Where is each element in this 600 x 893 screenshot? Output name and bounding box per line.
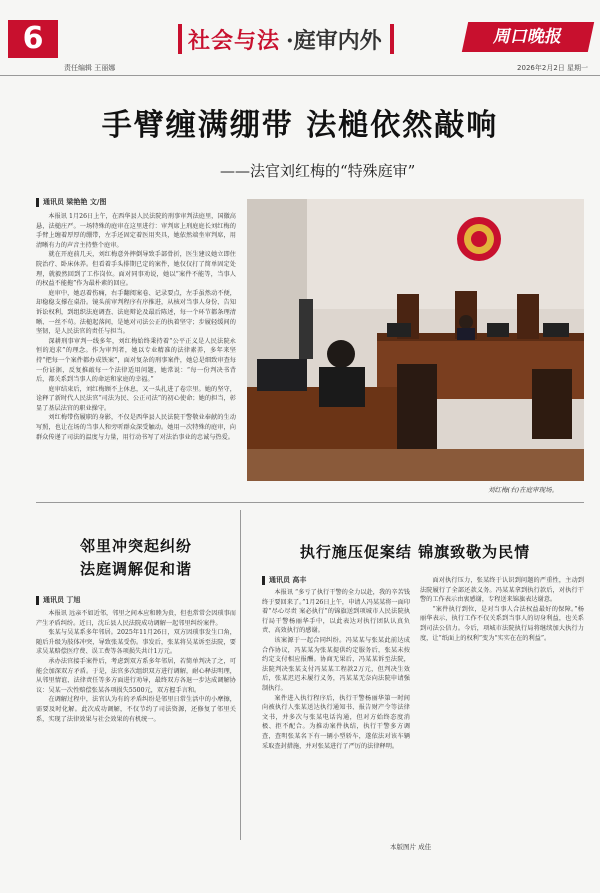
section-bar-left <box>178 24 182 54</box>
lead-paragraph: 本报讯 1月26日上午，在西华县人民法院的刑事审判法庭里，国徽高悬，法槌庄严。一场特殊的庭审在这里进行：审判席上刑庭庭长刘红梅的手臂上缠着厚厚的绷带，左手还固定着医用夹具，她依然端坐审判席，用清晰有力的声音主持整个庭审。 <box>36 213 236 249</box>
story2-paragraph: 承办法官接手案件后，考虑到双方系多年邻居，若简单判决了之，可能会加深双方矛盾。于是，法官多次组织双方进行调解，耐心释法明理，从邻里情谊、法律责任等多方面进行劝导，最终双方各退一步达成调解协议：吴某一次性赔偿张某各项损失5500元，双方握手言和。 <box>36 657 236 694</box>
section-divider <box>36 502 584 503</box>
story2-paragraph: 在调解过程中，法官认为有的矛盾纠纷是邻里日常生活中的小摩擦，需要及时化解。此次成功调解，不仅节约了司法资源，还修复了邻里关系，实现了法律效果与社会效果的有机统一。 <box>36 696 236 723</box>
story3-paragraph: 面对执行压力，张某终于认识到问题的严重性，主动到法院履行了全部还款义务。冯某某拿到执行款后，对执行干警的工作表示由衷感谢，专程送来锦旗表达谢意。 <box>420 577 584 604</box>
masthead <box>0 0 600 62</box>
story3-byline: 通讯员 高丰 <box>262 576 306 585</box>
lead-paragraph: 庭审中，她忍着伤痛，右手翻阅案卷、记录要点，左手虽然动不便，却稳稳支撑在桌沿。镜头前审判程序有序推进，从核对当事人身份、告知诉讼权利，到组织法庭调查、法庭辩论及最后陈述，每一个环节都条理清晰、一丝不苟。法槌起落间，是她对司法公正的执着坚守；步履轻缓间的坚韧，是人民法官的责任与担当。 <box>36 289 236 336</box>
newspaper-logo: 周口晚报 <box>462 22 594 52</box>
section-bar-right <box>390 24 394 54</box>
story3-body-col1 <box>262 588 410 838</box>
story2-title-line2: 法庭调解促和谐 <box>79 560 192 578</box>
editor-credit: 责任编辑 王丽娜 <box>64 64 116 72</box>
lead-paragraph: 庭审结束后，刘红梅顾不上休息，又一头扎进了卷宗里。她的坚守，诠释了新时代人民法官“司法为民、公正司法”的初心使命；她的担当，彰显了基层法官的职业操守。 <box>36 385 236 412</box>
story2-body <box>36 609 236 841</box>
lead-body <box>36 212 236 497</box>
story3-paragraph: 案件进入执行程序后，执行干警杨丽华第一时间向被执行人张某送达执行通知书、报告财产令等法律文书，并多次与张某电话沟通，但对方始终态度消极、拒不配合。为推动案件执结，执行干警多方调查，查明张某名下有一辆小型轿车，遂依法对该车辆采取查封措施，并对张某进行了严厉的法律释明。 <box>262 694 410 750</box>
story2-paragraph: 本报讯 远亲不如近邻，邻里之间本应和睦为贵，但也常常会因琐事而产生矛盾纠纷。近日，沈丘县人民法院成功调解一起邻里纠纷案件。 <box>36 610 236 627</box>
section-header <box>178 22 394 56</box>
section-title: 社会与法 <box>188 27 281 54</box>
story3-paragraph: 本报讯 “多亏了执行干警的全力以赴，我的辛苦钱终于要回来了。”1月26日上午，申请人冯某某将一面印着“尽心尽责 案必执行”的锦旗送到项城市人民法院执行局干警杨丽华手中，以此表达对执行团队认真负责、高效执行的感谢。 <box>262 589 410 635</box>
lead-paragraph: 就在开庭前几天，刘红梅意外摔倒导致手部骨折，医生建议她立即住院治疗、卧床休养。但看着手头排期已定的案件，她仅仅打了简单固定处理，就毅然回到了工作岗位。面对同事劝说，她以“案件不能等，当事人的权益不能拖”作为最朴素的回应。 <box>36 251 236 288</box>
dateline: 2026年2月2日 星期一 <box>517 64 588 72</box>
column-divider <box>240 510 241 840</box>
story3-paragraph: “案件执行到位，是对当事人合法权益最好的保障。”杨丽华表示，执行工作不仅关系到当事人的切身利益，也关系到司法公信力。今后，项城市法院执行局将继续加大执行力度，让“纸面上的权利”变为“实实在在的利益”。 <box>420 605 584 642</box>
story3-title: 执行施压促案结 锦旗致敬为民情 <box>299 543 531 561</box>
story3-body-col2 <box>420 576 584 838</box>
story2-byline: 通讯员 丁旭 <box>36 596 80 605</box>
lead-paragraph: 深耕刑事审判一线多年，刘红梅始终秉持着“公平正义是人民法院永恒的追求”的理念。作为审判者，她以专业精准的法律素养，多年来坚持“把每一个案件都办成铁案”，面对复杂的刑事案件，她总是细致审查每一份证据，反复推敲每一个法律适用问题，她常说：“每一份判决书背后，都关系到当事人的命运和家庭的幸福。” <box>36 337 236 384</box>
photo-credit: 本版图片 成佳 <box>390 843 432 851</box>
page-number: 6 <box>8 20 58 58</box>
courtroom-photo <box>247 199 584 481</box>
photo-caption: 刘红梅(右)在庭审现场。 <box>488 486 559 494</box>
story3-paragraph: 该案源于一起合同纠纷。冯某某与张某此前达成合作协议，冯某某为张某提供约定服务后，张某未按约定支付相应报酬。协商无果后，冯某某诉至法院，法院判决张某支付冯某某工程款2万元，但判决生效后，张某迟迟未履行义务，冯某某无奈向法院申请强制执行。 <box>262 636 410 692</box>
lead-byline: 通讯员 梁艳艳 文/图 <box>36 198 106 207</box>
story2-paragraph: 张某与吴某系多年邻居。2025年11月26日，双方因琐事发生口角，随后升级为肢体冲突，导致张某受伤。事发后，张某将吴某诉至法院，要求吴某赔偿医疗费、误工费等各项损失共计1万元。 <box>36 629 236 656</box>
lead-subhead: ——法官刘红梅的“特殊庭审” <box>220 162 416 180</box>
lead-headline: 手臂缠满绷带 法槌依然敲响 <box>101 108 499 143</box>
story2-title-line1: 邻里冲突起纠纷 <box>79 537 192 555</box>
section-subtitle: ·庭审内外 <box>286 27 382 54</box>
lead-paragraph: 刘红梅带伤履职的身影，不仅是西华县人民法院干警敬业奉献的生动写照，也让在场的当事人和旁听群众深受触动。她用一次特殊的庭审，向群众传递了司法的温度与力量，用行动书写了对法治事业的忠诚与热爱。 <box>36 414 236 441</box>
